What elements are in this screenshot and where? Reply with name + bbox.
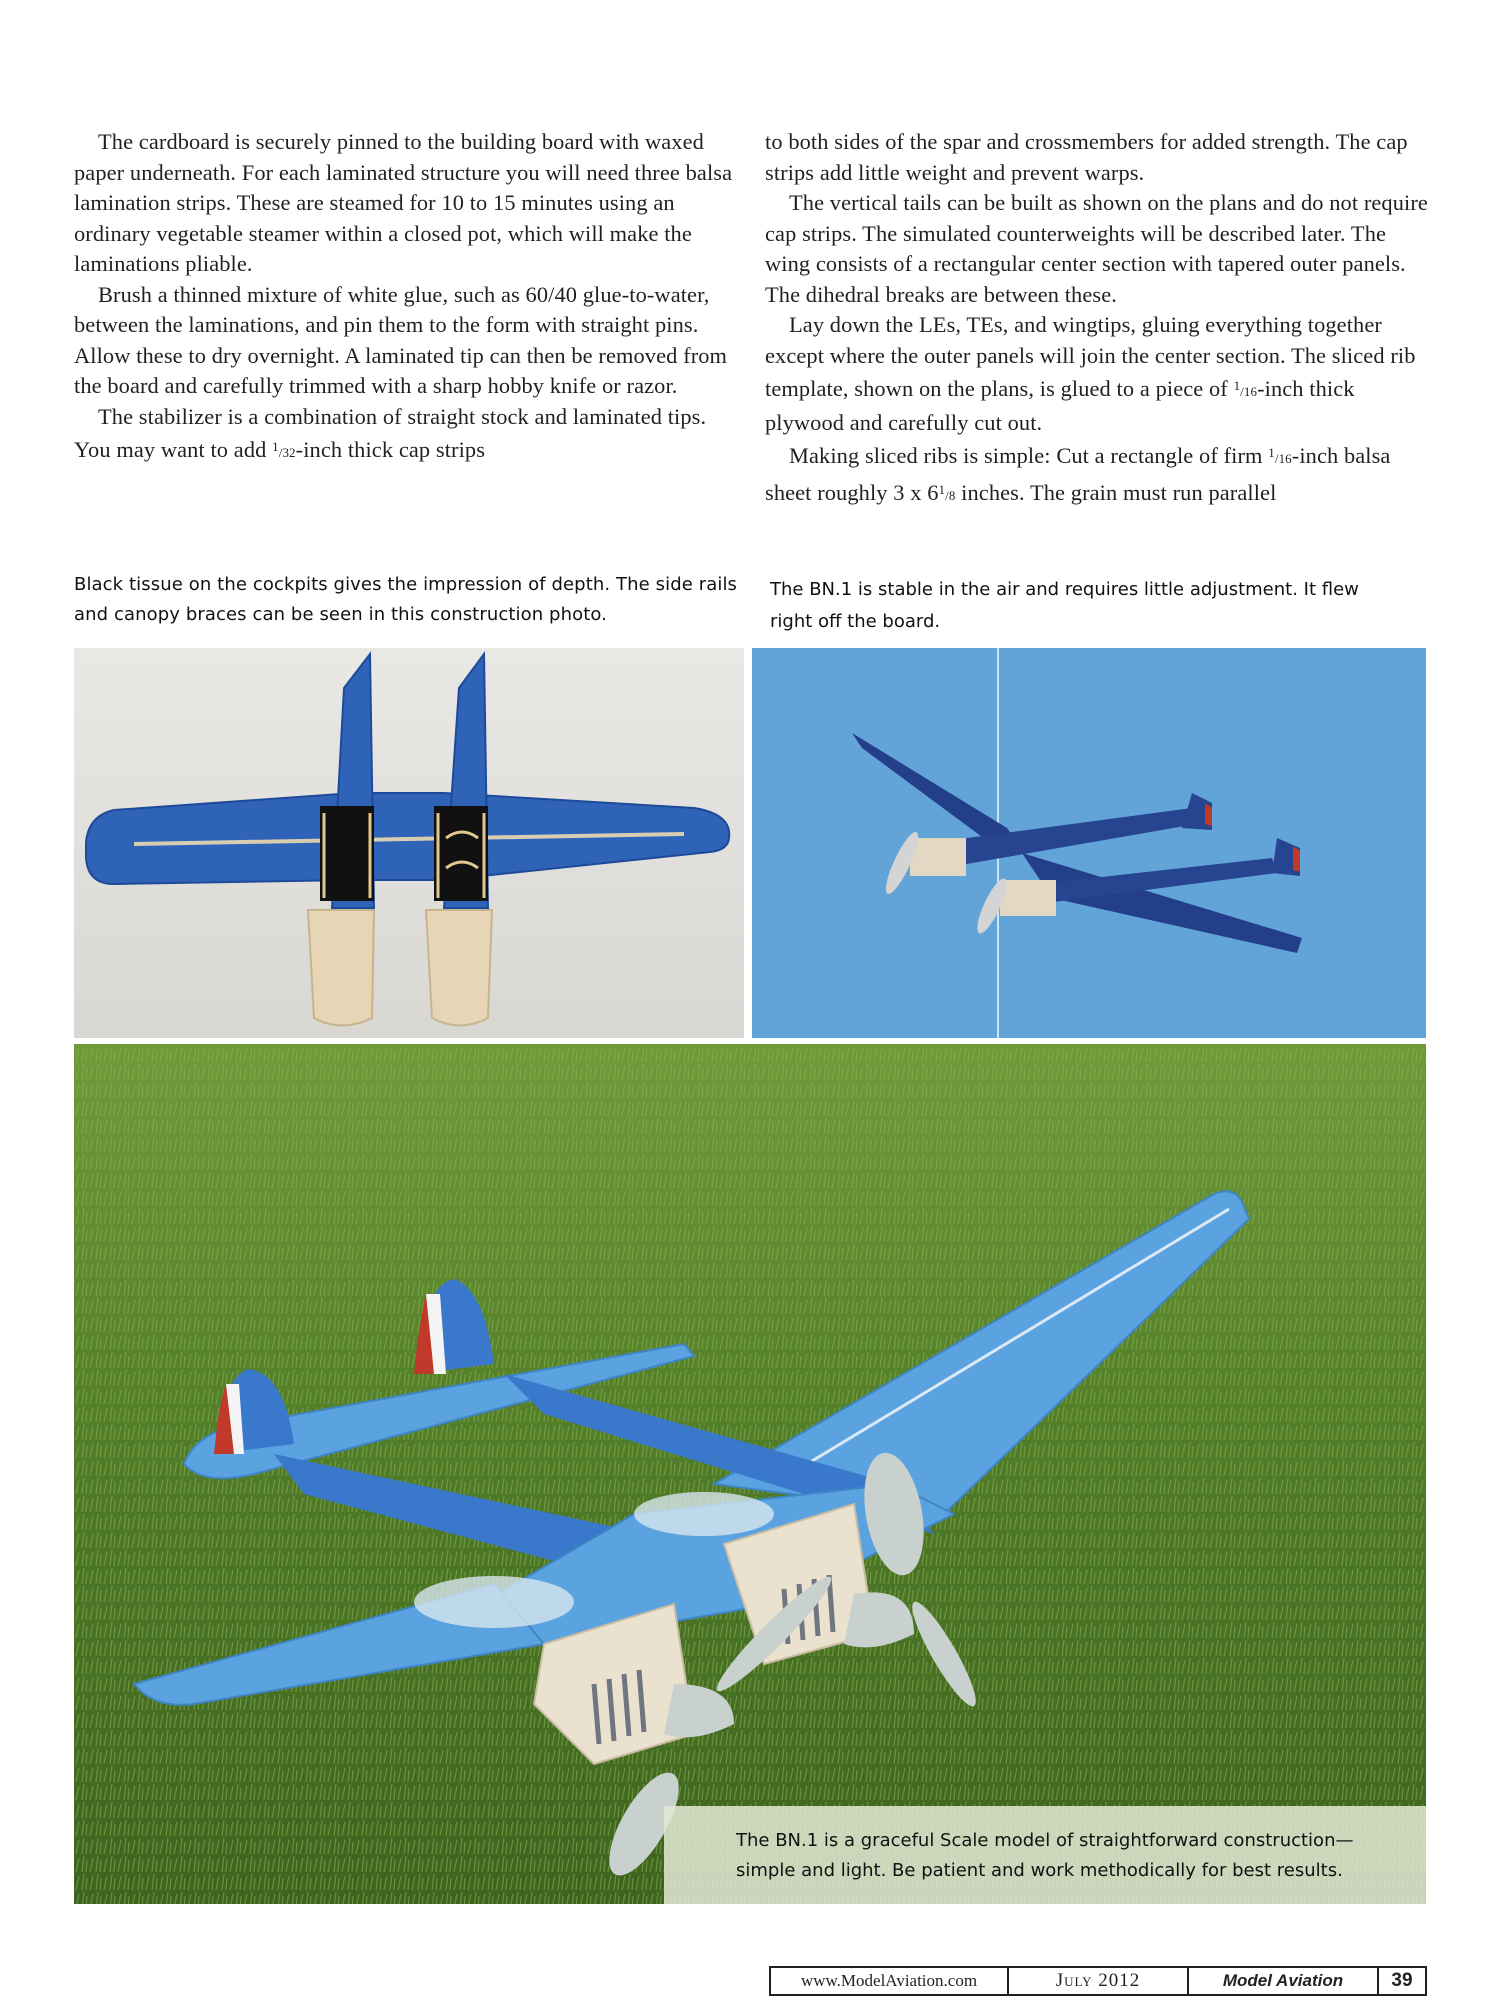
photo-caption-main: The BN.1 is a graceful Scale model of straightforward construction— simple and light. Be patient and work methodically for best results. — [736, 1830, 1354, 1881]
article-column-left — [74, 127, 736, 469]
article-column-right — [765, 127, 1429, 511]
paragraph: Lay down the LEs, TEs, and wingtips, gluing everything together except where the outer panels will join the center section. The sliced rib template, shown on the plans, is glued to a piece of 1/16-inch thick plywood and carefully cut out. — [765, 312, 1416, 435]
footer-magazine-name: Model Aviation — [1189, 1968, 1379, 1994]
paragraph: The vertical tails can be built as shown on the plans and do not require cap strips. The simulated counterweights will be described later. The wing consists of a rectangular center section with tapered outer panels. The dihedral breaks are between these. — [765, 190, 1428, 307]
photo-caption-construction: Black tissue on the cockpits gives the impression of depth. The side rails and canopy braces can be seen in this construction photo. — [74, 574, 738, 625]
footer-issue-date: July 2012 — [1009, 1968, 1189, 1994]
paragraph: The cardboard is securely pinned to the building board with waxed paper underneath. For each laminated structure you will need three balsa lamination strips. These are steamed for 10 to 15 minutes using an ordinary vegetable steamer within a closed pot, which will make the laminations pliable. — [74, 129, 733, 276]
page-number: 39 — [1391, 1970, 1413, 1991]
page-footer — [769, 1966, 1427, 1996]
photo-caption-flight: The BN.1 is stable in the air and requires little adjustment. It flew right off the board. — [770, 579, 1359, 632]
paragraph: to both sides of the spar and crossmembers for added strength. The cap strips add little weight and prevent warps. — [765, 129, 1408, 185]
paragraph: Brush a thinned mixture of white glue, such as 60/40 glue-to-water, between the laminations, and pin them to the form with straight pins. Allow these to dry overnight. A laminated tip can then be removed from the board and carefully trimmed with a sharp hobby knife or razor. — [74, 281, 728, 398]
paragraph: Making sliced ribs is simple: Cut a rectangle of firm 1/16-inch balsa sheet roughly 3 x 61/8 inches. The grain must run parallel — [765, 443, 1391, 505]
model-in-flight-illustration — [752, 648, 1426, 1038]
flight-photo — [752, 648, 1426, 1038]
model-on-grass-illustration — [74, 1044, 1426, 1904]
footer-website: www.ModelAviation.com — [771, 1968, 1009, 1994]
main-model-photo — [74, 1044, 1426, 1904]
model-airframe-illustration — [74, 648, 744, 1038]
construction-photo — [74, 648, 744, 1038]
paragraph: The stabilizer is a combination of straight stock and laminated tips. You may want to add 1/32-inch thick cap strips — [74, 403, 707, 462]
